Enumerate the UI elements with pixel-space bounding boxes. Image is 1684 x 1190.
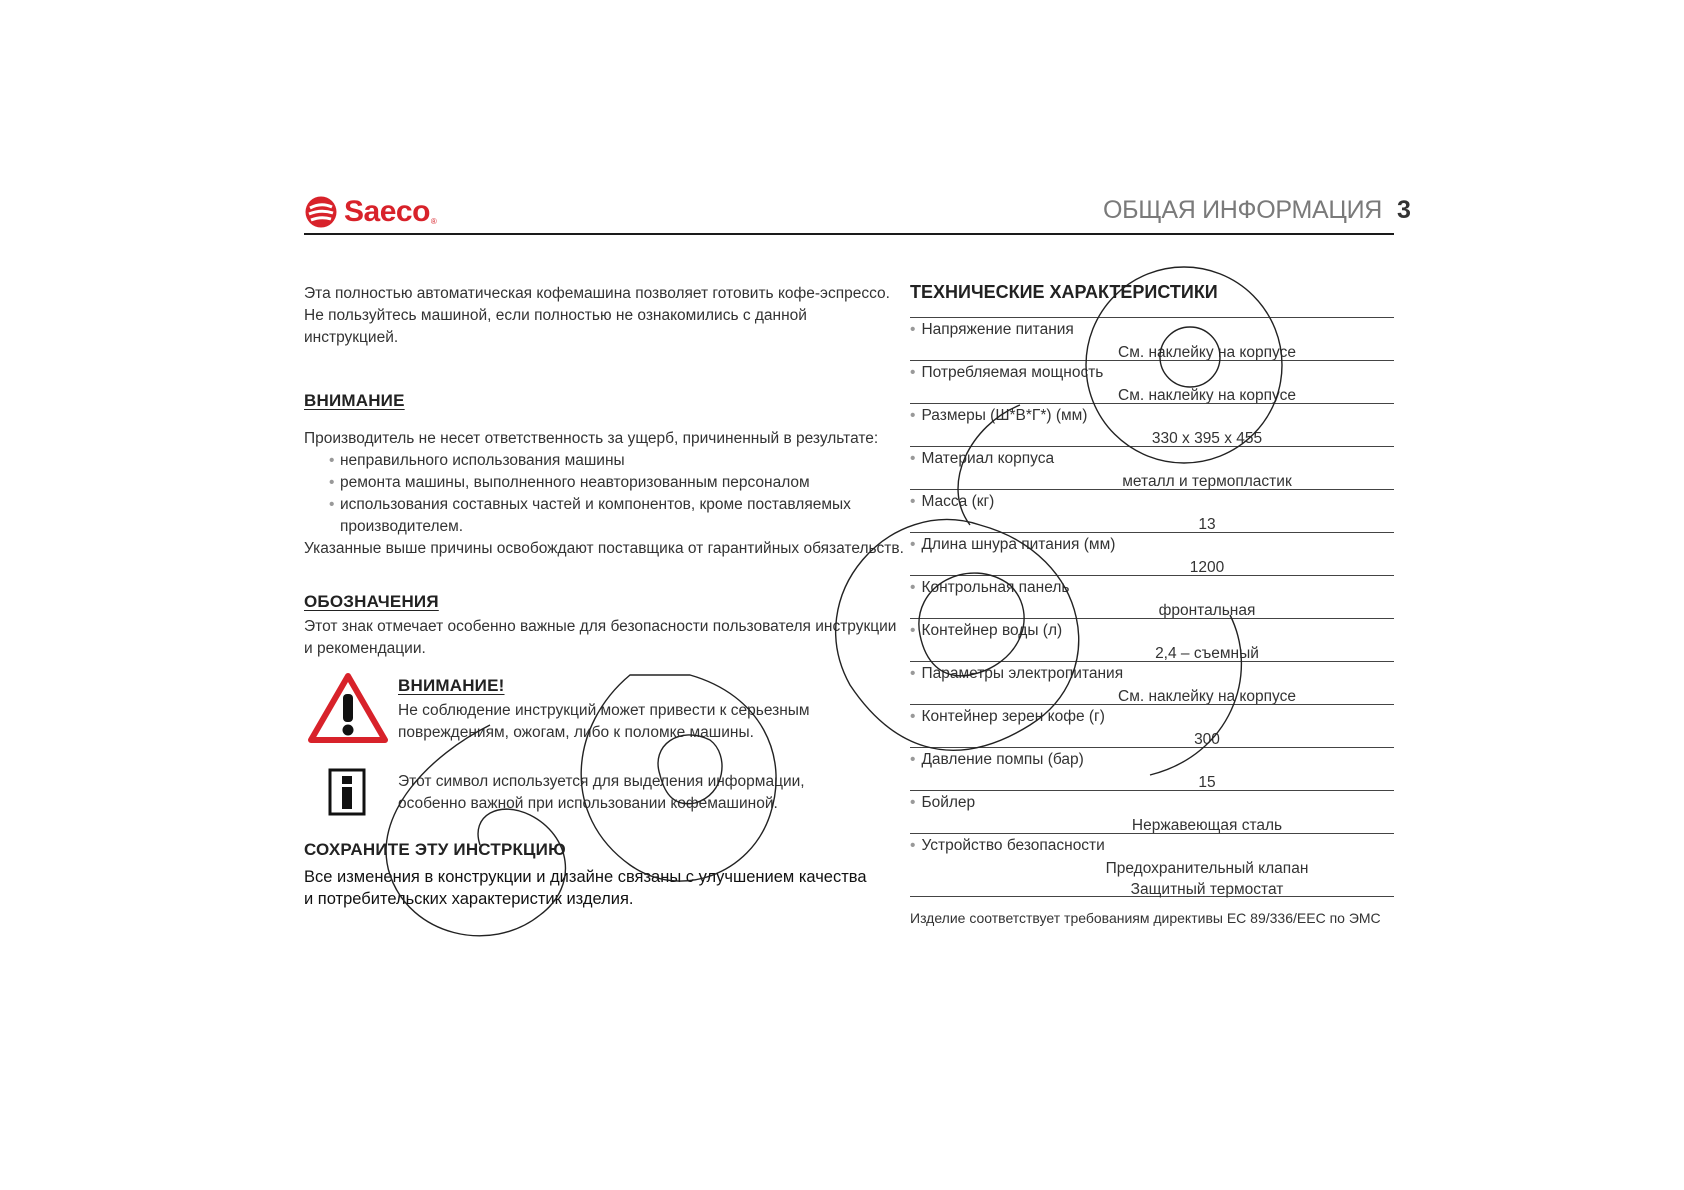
spec-row [910,661,1394,704]
specs-table [910,317,1394,897]
intro-paragraph [304,283,890,349]
spec-value: металл и термопластик [1122,473,1292,490]
header-rule [304,233,1394,235]
spec-row [910,532,1394,575]
spec-row [910,403,1394,446]
spec-row [910,747,1394,790]
bullet-dot-icon: • [910,321,916,338]
save-heading: СОХРАНИТЕ ЭТУ ИНСТРКЦИЮ [304,840,566,859]
attention-lead: Производитель не несет ответственность за ущерб, причиненный в результате: [304,430,879,447]
attention-bullet: • использования составных частей и компонентов, кроме поставляемых [304,494,924,516]
spec-value: фронтальная [1158,602,1256,619]
bullet-dot-icon: • [910,665,916,682]
spec-label: Контрольная панель [921,579,1070,596]
spec-value: См. наклейку на корпусе [1118,344,1296,361]
spec-value: 2,4 – съемный [1155,645,1259,662]
spec-row [910,618,1394,661]
bullet-dot-icon: • [910,794,916,811]
spec-value: 1200 [1189,559,1225,576]
save-line: и потребительских характеристик изделия. [304,890,634,908]
warning-text [398,700,810,744]
attention-bullet-continued: производителем. [340,518,464,535]
spec-value-line: Защитный термостат [1130,881,1284,898]
spec-label: Длина шнура питания (мм) [921,536,1116,553]
spec-label: Размеры (Ш*В*Г*) (мм) [921,407,1088,424]
bullet-dot-icon: • [910,536,916,553]
spec-value: 15 [1198,774,1216,791]
spec-value [910,858,1394,900]
section-title: ОБЩАЯ ИНФОРМАЦИЯ [1102,196,1382,224]
symbols-line: и рекомендации. [304,640,426,657]
spec-row [910,575,1394,618]
spec-row [910,446,1394,489]
intro-line: инструкцией. [304,329,399,346]
spec-value: См. наклейку на корпусе [1118,688,1296,705]
intro-line: Не пользуйтесь машиной, если полностью не ознакомились с данной [304,307,807,324]
attention-bullet: • ремонта машины, выполненного неавторизованным персоналом [304,472,924,494]
info-text [398,771,805,815]
save-line: Все изменения в конструкции и дизайне связаны с улучшением качества [304,868,867,886]
spec-value: 300 [1194,731,1220,748]
save-text [304,866,867,910]
intro-line: Эта полностью автоматическая кофемашина позволяет готовить кофе-эспрессо. [304,285,890,302]
spec-label: Бойлер [921,794,976,811]
logo-wordmark: Saeco [344,195,430,228]
spec-row [910,489,1394,532]
bullet-dot-icon: • [910,622,916,639]
spec-label: Параметры электропитания [921,665,1124,682]
bullet-dot-icon: • [910,751,916,768]
spec-value: 330 x 395 x 455 [1151,430,1263,447]
info-icon [328,768,366,816]
logo-registered-mark: ® [430,216,437,226]
bullet-dot-icon: • [910,450,916,467]
warning-line: повреждениям, ожогам, либо к поломке машины. [398,724,754,741]
warning-triangle-icon [308,672,388,744]
symbols-intro [304,616,896,660]
bullet-dot-icon: • [910,837,916,854]
spec-label: Масса (кг) [921,493,995,510]
spec-row [910,317,1394,360]
bullet-dot-icon: • [910,579,916,596]
page-number: 3 [1397,196,1411,224]
specs-title: ТЕХНИЧЕСКИЕ ХАРАКТЕРИСТИКИ [910,282,1218,302]
attention-body [304,428,924,560]
spec-value: См. наклейку на корпусе [1118,387,1296,404]
bullet-dot-icon: • [910,708,916,725]
spec-label: Напряжение питания [921,321,1074,338]
spec-label: Материал корпуса [921,450,1055,467]
attention-closing: Указанные выше причины освобождают поставщика от гарантийных обязательств. [304,540,904,557]
spec-value: Нержавеющая сталь [1131,817,1283,834]
bullet-dot-icon: • [910,407,916,424]
spec-row [910,790,1394,833]
symbols-heading: ОБОЗНАЧЕНИЯ [304,592,439,611]
spec-label: Потребляемая мощность [921,364,1104,381]
spec-row [910,360,1394,403]
spec-row [910,833,1394,897]
spec-label: Контейнер воды (л) [921,622,1063,639]
spec-label: Давление помпы (бар) [921,751,1084,768]
info-line: особенно важной при использовании кофемашиной. [398,795,778,812]
attention-heading: ВНИМАНИЕ [304,391,405,410]
spec-label: Контейнер зерен кофе (г) [921,708,1105,725]
info-line: Этот символ используется для выделения информации, [398,773,805,790]
bullet-dot-icon: • [910,364,916,381]
bullet-dot-icon: • [910,493,916,510]
spec-value-line: Предохранительный клапан [1105,860,1309,877]
spec-value: 13 [1198,516,1216,533]
warning-heading: ВНИМАНИЕ! [398,676,505,695]
footnote: Изделие соответствует требованиям директивы ЕС 89/336/ЕЕС по ЭМС [910,910,1381,926]
attention-bullet: • неправильного использования машины [304,450,924,472]
spec-label: Устройство безопасности [921,837,1105,854]
warning-line: Не соблюдение инструкций может привести к серьезным [398,702,810,719]
spec-row [910,704,1394,747]
saeco-logo [304,192,437,232]
symbols-line: Этот знак отмечает особенно важные для безопасности пользователя инструкции [304,618,897,635]
saeco-swirl-icon [304,195,338,229]
